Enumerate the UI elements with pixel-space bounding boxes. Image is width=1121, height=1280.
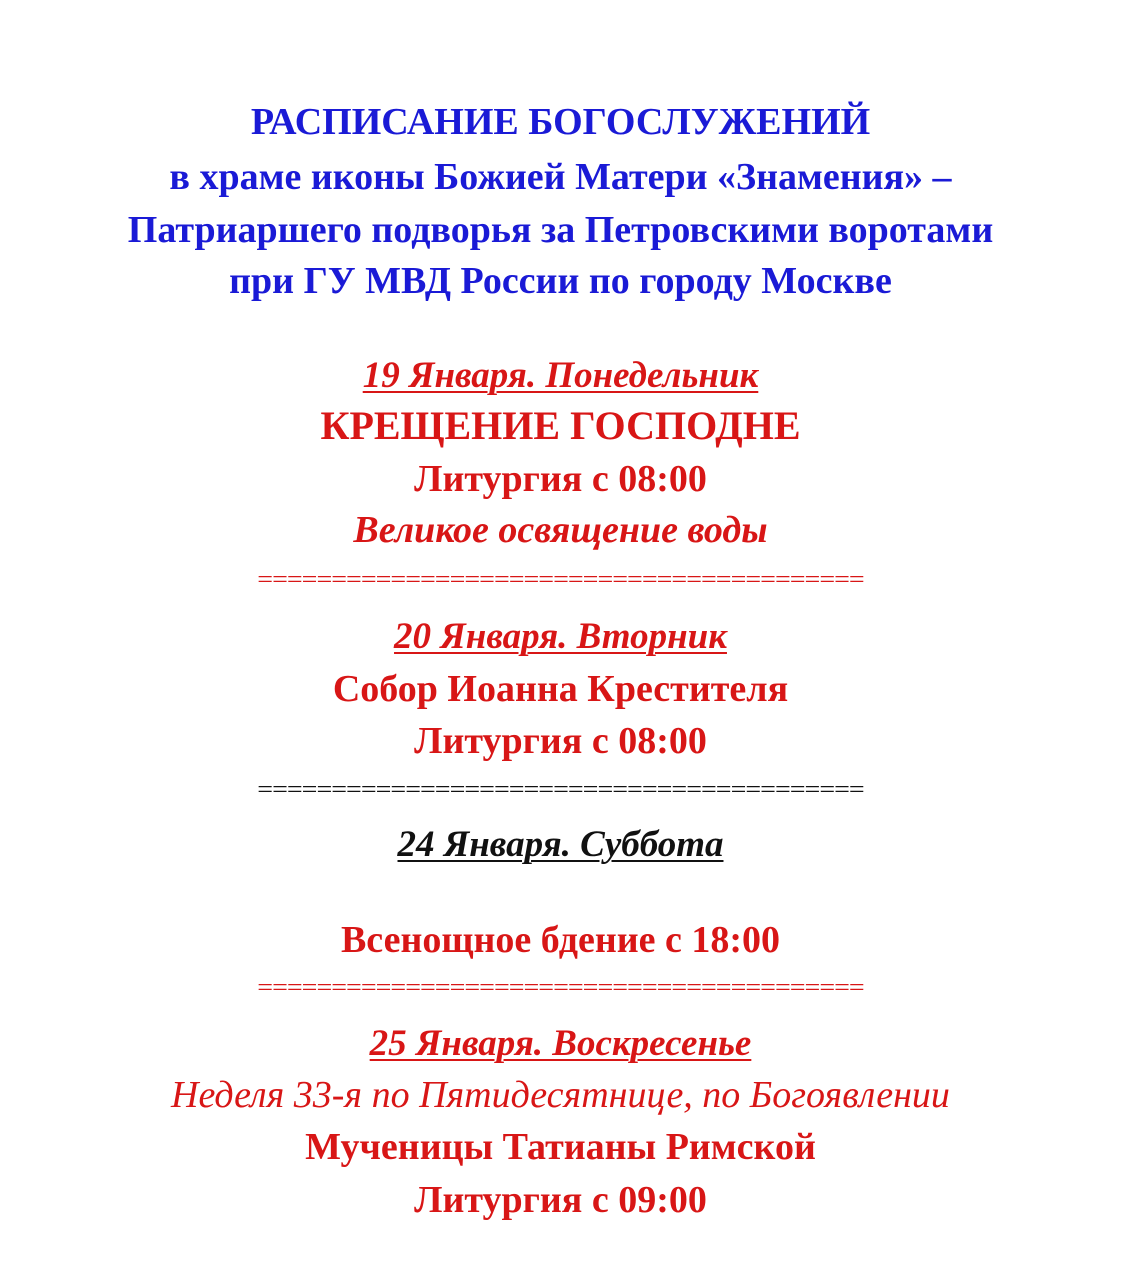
entry-service: Литургия с 08:00	[414, 720, 707, 762]
divider: =========================================	[257, 566, 864, 593]
entry-service: Литургия с 08:00	[414, 458, 707, 500]
entry-title: КРЕЩЕНИЕ ГОСПОДНЕ	[320, 403, 801, 448]
entry-date: 24 Января. Суббота	[397, 824, 724, 865]
church-name-line: при ГУ МВД России по городу Москве	[229, 260, 892, 302]
entry-date: 25 Января. Воскресенье	[369, 1023, 752, 1064]
divider: =========================================	[257, 776, 864, 803]
entry-title: Мученицы Татианы Римской	[305, 1126, 816, 1168]
entry-date: 19 Января. Понедельник	[362, 355, 759, 396]
church-name-line: Патриаршего подворья за Петровскими воротами	[127, 209, 994, 251]
entry-service: Всенощное бдение с 18:00	[340, 919, 781, 961]
entry-note: Великое освящение воды	[353, 509, 768, 551]
schedule-title: РАСПИСАНИЕ БОГОСЛУЖЕНИЙ	[250, 101, 871, 143]
entry-note: Неделя 33-я по Пятидесятнице, по Богоявлении	[171, 1074, 950, 1116]
entry-service: Литургия с 09:00	[414, 1179, 707, 1221]
entry-date: 20 Января. Вторник	[394, 616, 727, 657]
entry-title: Собор Иоанна Крестителя	[332, 668, 789, 710]
church-name-line: в храме иконы Божией Матери «Знамения» –	[169, 156, 952, 198]
divider: =========================================	[257, 974, 864, 1001]
